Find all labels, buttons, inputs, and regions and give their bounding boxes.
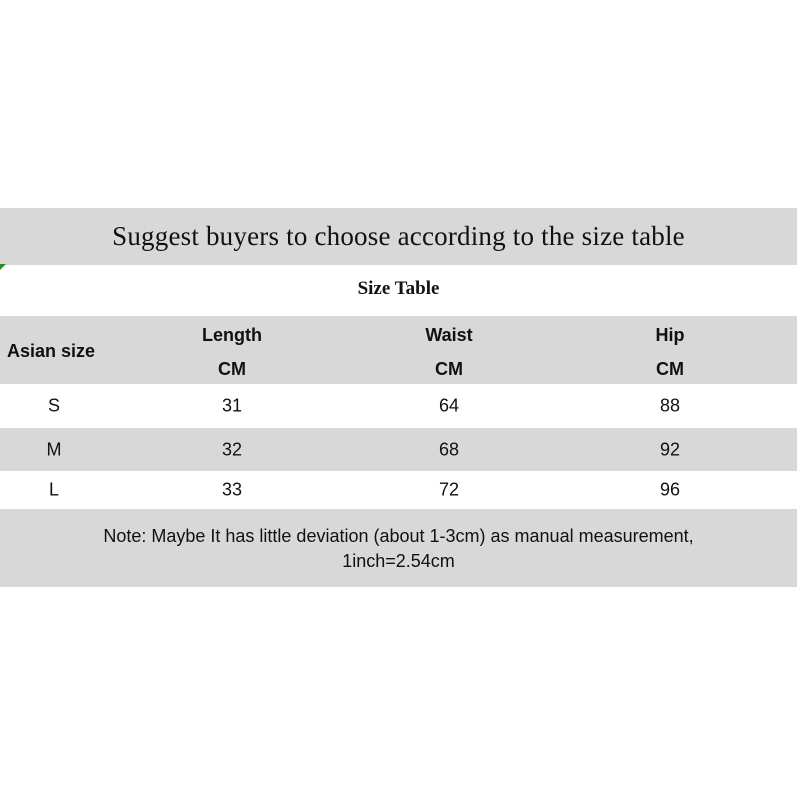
column-header-waist: Waist (425, 325, 473, 345)
table-row (0, 428, 797, 471)
table-row (0, 385, 797, 427)
size-cell: S (47, 395, 61, 416)
hip-cell: 88 (659, 395, 681, 416)
length-cell: 32 (221, 439, 243, 459)
waist-cell: 68 (438, 439, 460, 459)
note-text-line2: 1inch=2.54cm (342, 551, 455, 571)
hip-cell: 92 (659, 439, 681, 459)
size-table-header (0, 316, 797, 384)
column-unit-hip: CM (656, 359, 684, 379)
suggestion-banner (0, 208, 797, 265)
size-cell: L (48, 479, 60, 500)
table-row (0, 471, 797, 509)
hip-cell: 96 (659, 479, 681, 500)
corner-accent-mark (0, 264, 6, 270)
size-cell: M (46, 439, 62, 459)
waist-cell: 72 (438, 479, 460, 500)
column-header-length: Length (202, 325, 262, 345)
column-unit-waist: CM (435, 359, 463, 379)
note-text-line1: Note: Maybe It has little deviation (about 1-3cm) as manual measurement, (103, 526, 694, 546)
waist-cell: 64 (438, 395, 460, 416)
measurement-note (0, 509, 797, 587)
size-table-title: Size Table (357, 278, 440, 299)
banner-title: Suggest buyers to choose according to the size table (112, 221, 685, 251)
column-header-hip: Hip (655, 325, 685, 345)
column-unit-length: CM (218, 359, 246, 379)
asian-size-header: Asian size (7, 341, 96, 361)
length-cell: 33 (221, 479, 243, 500)
length-cell: 31 (221, 395, 243, 416)
